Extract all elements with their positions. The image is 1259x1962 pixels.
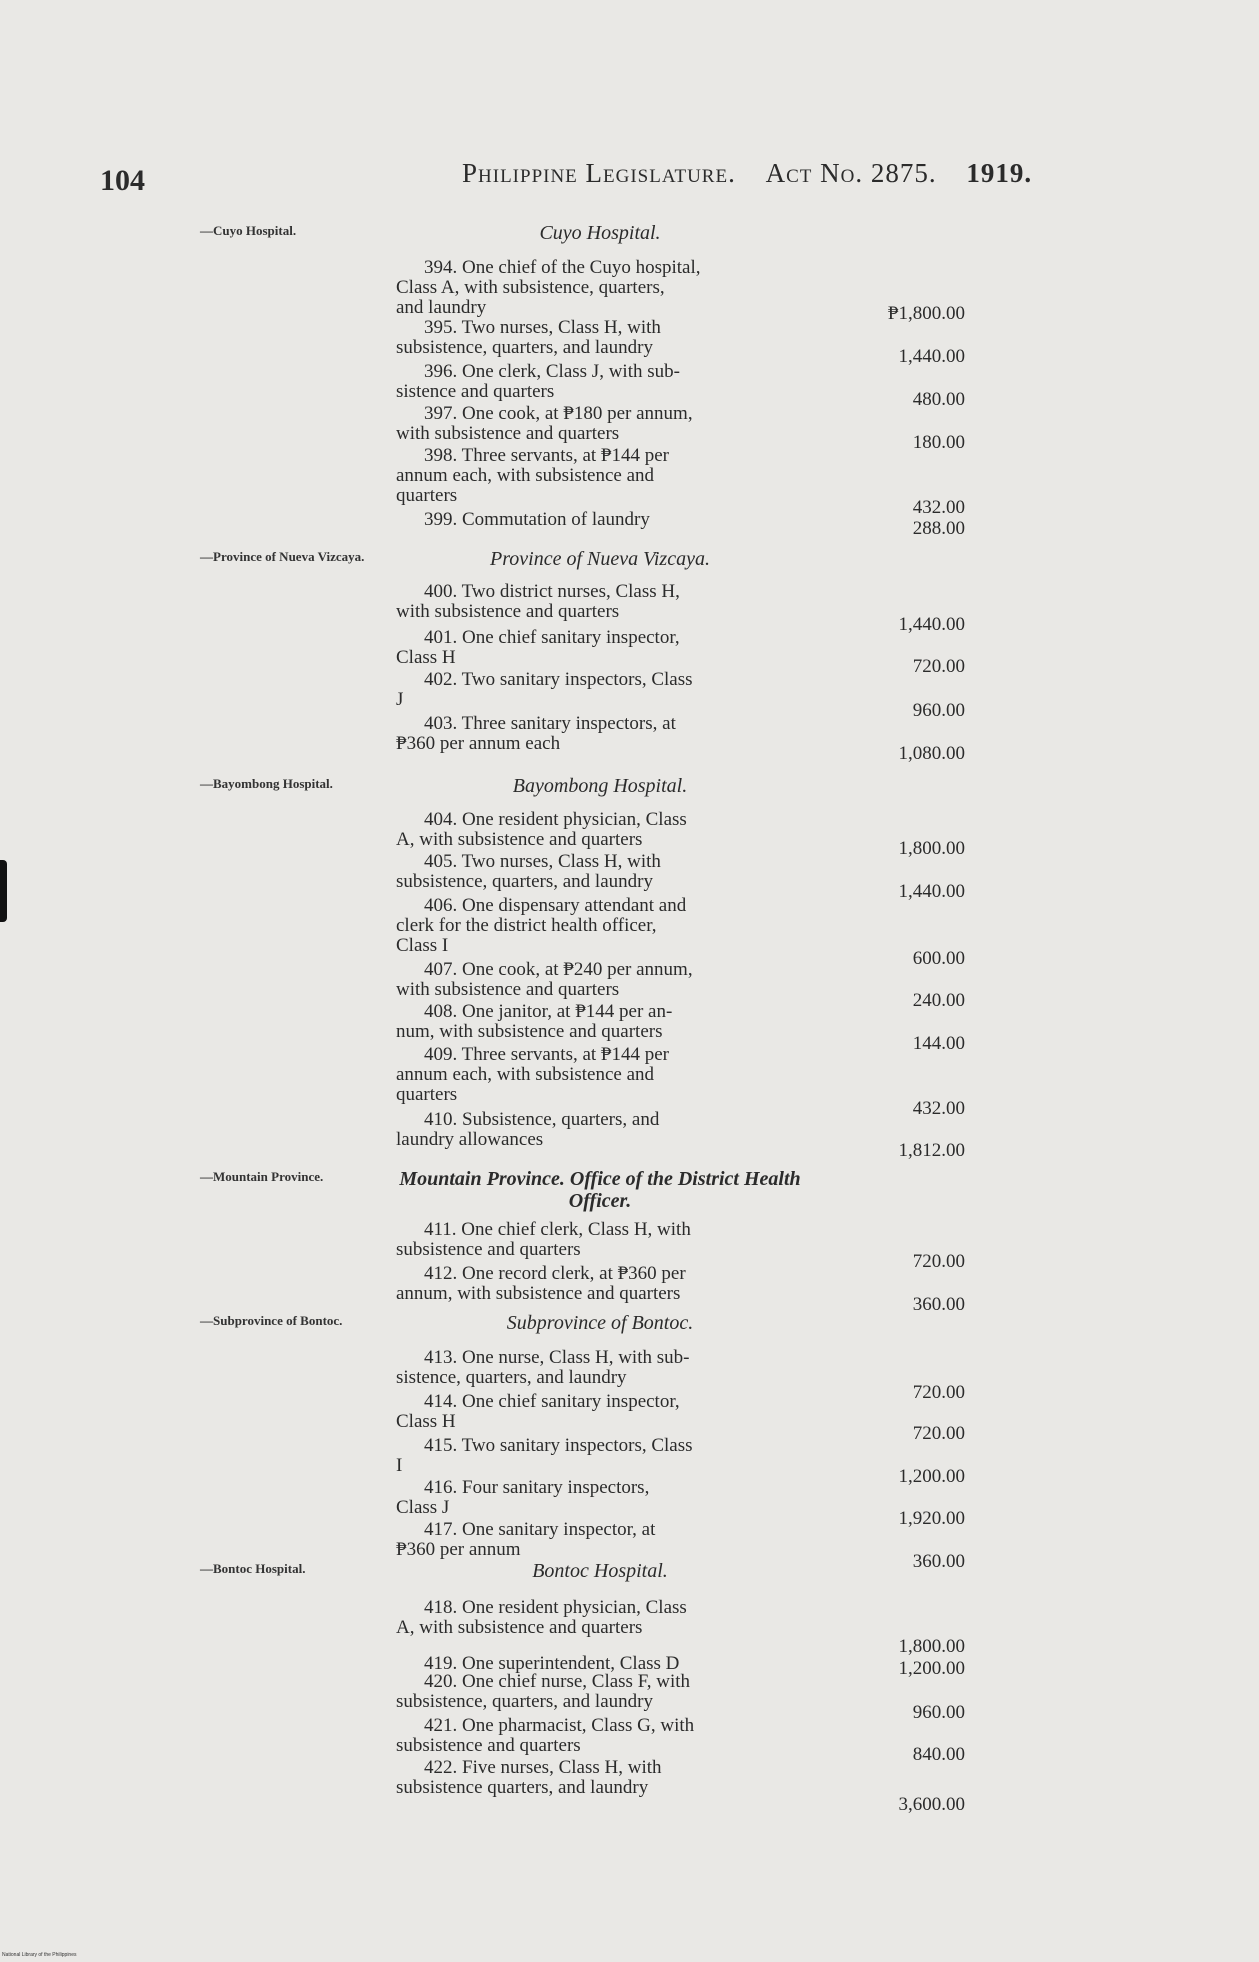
item-line: ₱360 per annum	[396, 1539, 521, 1560]
margin-note: —Province of Nueva Vizcaya.	[200, 549, 365, 564]
binding-edge-shadow	[0, 860, 7, 922]
item-line: subsistence and quarters	[396, 1735, 581, 1756]
item-line: and laundry	[396, 297, 487, 318]
appropriation-item	[396, 628, 810, 668]
item-amount: 720.00	[912, 656, 965, 677]
item-line: annum, with subsistence and quarters	[396, 1283, 681, 1304]
margin-note: —Subprovince of Bontoc.	[200, 1313, 343, 1328]
item-line: J	[396, 689, 404, 710]
item-amount: 960.00	[912, 700, 965, 721]
appropriation-item	[396, 1758, 810, 1798]
item-line: 406. One dispensary attendant and	[424, 895, 687, 916]
header-year: 1919.	[966, 158, 1033, 188]
item-line: 397. One cook, at ₱180 per annum,	[424, 403, 693, 424]
item-line: 396. One clerk, Class J, with sub-	[424, 361, 680, 382]
item-amount: 720.00	[912, 1423, 965, 1444]
item-line: 416. Four sanitary inspectors,	[424, 1477, 650, 1498]
item-amount: 1,200.00	[898, 1466, 965, 1487]
appropriation-item	[396, 1220, 810, 1260]
page-number: 104	[100, 164, 145, 197]
appropriation-item	[396, 1672, 810, 1712]
item-line: 419. One superintendent, Class D	[424, 1653, 680, 1674]
appropriation-item	[396, 1598, 810, 1638]
margin-note: —Mountain Province.	[200, 1169, 324, 1184]
item-line: 398. Three servants, at ₱144 per	[424, 445, 670, 466]
item-line: sistence, quarters, and laundry	[396, 1367, 627, 1388]
item-line: 422. Five nurses, Class H, with	[424, 1757, 662, 1778]
margin-note: —Bontoc Hospital.	[200, 1561, 306, 1576]
item-line: ₱360 per annum each	[396, 733, 561, 754]
item-amount: 1,080.00	[898, 743, 965, 764]
item-line: 408. One janitor, at ₱144 per an-	[424, 1001, 673, 1022]
appropriation-item	[396, 1045, 810, 1105]
item-line: clerk for the district health officer,	[396, 915, 657, 936]
item-line: with subsistence and quarters	[396, 601, 620, 622]
item-line: 413. One nurse, Class H, with sub-	[424, 1347, 690, 1368]
appropriation-item	[396, 318, 810, 358]
header-act: Act No. 2875.	[765, 158, 937, 188]
section-title: Cuyo Hospital.	[539, 222, 661, 244]
item-amount: 3,600.00	[898, 1794, 965, 1815]
item-line: with subsistence and quarters	[396, 423, 620, 444]
item-line: 414. One chief sanitary inspector,	[424, 1391, 680, 1412]
item-line: A, with subsistence and quarters	[396, 1617, 643, 1638]
item-line: I	[396, 1455, 403, 1476]
item-amount: 840.00	[912, 1744, 965, 1765]
section-title: Mountain Province. Office of the District Health Officer.	[399, 1168, 801, 1212]
item-line: 402. Two sanitary inspectors, Class	[424, 669, 693, 690]
item-line: 412. One record clerk, at ₱360 per	[424, 1263, 686, 1284]
appropriation-item	[396, 810, 810, 850]
section-title: Bayombong Hospital.	[512, 775, 688, 797]
item-line: subsistence quarters, and laundry	[396, 1777, 649, 1798]
item-amount: 1,920.00	[898, 1508, 965, 1529]
item-line: quarters	[396, 1084, 458, 1105]
item-line: annum each, with subsistence and	[396, 1064, 655, 1085]
item-line: A, with subsistence and quarters	[396, 829, 643, 850]
item-line: subsistence, quarters, and laundry	[396, 1691, 653, 1712]
item-line: Class A, with subsistence, quarters,	[396, 277, 665, 298]
item-line: subsistence and quarters	[396, 1239, 581, 1260]
item-line: 417. One sanitary inspector, at	[424, 1519, 656, 1540]
section-title: Bontoc Hospital.	[532, 1560, 668, 1582]
appropriation-item	[396, 896, 810, 956]
appropriation-item	[396, 582, 810, 622]
margin-note: —Bayombong Hospital.	[200, 776, 333, 791]
appropriation-item	[396, 510, 810, 530]
margin-note: —Cuyo Hospital.	[200, 223, 297, 238]
item-line: 400. Two district nurses, Class H,	[424, 581, 680, 602]
appropriation-item	[396, 404, 810, 444]
item-line: subsistence, quarters, and laundry	[396, 871, 653, 892]
item-line: laundry allowances	[396, 1129, 544, 1150]
item-line: 421. One pharmacist, Class G, with	[424, 1715, 695, 1736]
item-line: 420. One chief nurse, Class F, with	[424, 1671, 691, 1692]
section-title: Subprovince of Bontoc.	[506, 1312, 694, 1334]
running-header	[462, 158, 1092, 189]
item-line: annum each, with subsistence and	[396, 465, 655, 486]
appropriation-item	[396, 258, 810, 318]
appropriation-item	[396, 1264, 810, 1304]
item-amount: 432.00	[912, 497, 965, 518]
item-amount: ₱1,800.00	[887, 303, 965, 324]
appropriation-item	[396, 714, 810, 754]
item-line: 411. One chief clerk, Class H, with	[424, 1219, 691, 1240]
item-amount: 480.00	[912, 389, 965, 410]
header-title: Philippine Legislature.	[462, 158, 736, 188]
item-amount: 360.00	[912, 1551, 965, 1572]
appropriation-item	[396, 960, 810, 1000]
item-line: 403. Three sanitary inspectors, at	[424, 713, 676, 734]
section-title: Province of Nueva Vizcaya.	[490, 548, 710, 570]
appropriation-item	[396, 670, 810, 710]
item-line: subsistence, quarters, and laundry	[396, 337, 653, 358]
appropriation-item	[396, 1716, 810, 1756]
footer-note: National Library of the Philippines	[2, 1952, 77, 1958]
item-line: with subsistence and quarters	[396, 979, 620, 1000]
item-line: Class J	[396, 1497, 450, 1518]
item-line: num, with subsistence and quarters	[396, 1021, 663, 1042]
appropriation-item	[396, 1348, 810, 1388]
appropriation-item	[396, 1478, 810, 1518]
item-amount: 1,200.00	[898, 1658, 965, 1679]
item-amount: 1,800.00	[898, 838, 965, 859]
appropriation-item	[396, 362, 810, 402]
item-amount: 720.00	[912, 1251, 965, 1272]
appropriation-item	[396, 1110, 810, 1150]
item-amount: 240.00	[912, 990, 965, 1011]
item-line: 405. Two nurses, Class H, with	[424, 851, 661, 872]
item-line: 401. One chief sanitary inspector,	[424, 627, 680, 648]
item-amount: 1,800.00	[898, 1636, 965, 1657]
item-amount: 1,440.00	[898, 614, 965, 635]
appropriation-item	[396, 1392, 810, 1432]
item-line: 415. Two sanitary inspectors, Class	[424, 1435, 693, 1456]
item-line: Class H	[396, 647, 456, 668]
item-line: Class H	[396, 1411, 456, 1432]
item-amount: 360.00	[912, 1294, 965, 1315]
item-amount: 432.00	[912, 1098, 965, 1119]
item-line: 399. Commutation of laundry	[424, 509, 650, 530]
item-amount: 144.00	[912, 1033, 965, 1054]
item-amount: 1,440.00	[898, 881, 965, 902]
item-line: quarters	[396, 485, 458, 506]
item-amount: 1,440.00	[898, 346, 965, 367]
appropriation-item	[396, 1002, 810, 1042]
item-line: sistence and quarters	[396, 381, 555, 402]
item-amount: 1,812.00	[898, 1140, 965, 1161]
appropriation-item	[396, 852, 810, 892]
item-line: 395. Two nurses, Class H, with	[424, 317, 661, 338]
appropriation-item	[396, 1436, 810, 1476]
item-amount: 600.00	[912, 948, 965, 969]
item-amount: 180.00	[912, 432, 965, 453]
appropriation-item	[396, 1520, 810, 1560]
item-line: 410. Subsistence, quarters, and	[424, 1109, 660, 1130]
appropriation-item	[396, 446, 810, 506]
item-amount: 720.00	[912, 1382, 965, 1403]
item-line: 407. One cook, at ₱240 per annum,	[424, 959, 693, 980]
item-line: 404. One resident physician, Class	[424, 809, 687, 830]
item-line: 409. Three servants, at ₱144 per	[424, 1044, 670, 1065]
item-amount: 960.00	[912, 1702, 965, 1723]
item-line: 394. One chief of the Cuyo hospital,	[424, 257, 701, 278]
item-line: 418. One resident physician, Class	[424, 1597, 687, 1618]
item-line: Class I	[396, 935, 449, 956]
item-amount: 288.00	[912, 518, 965, 539]
